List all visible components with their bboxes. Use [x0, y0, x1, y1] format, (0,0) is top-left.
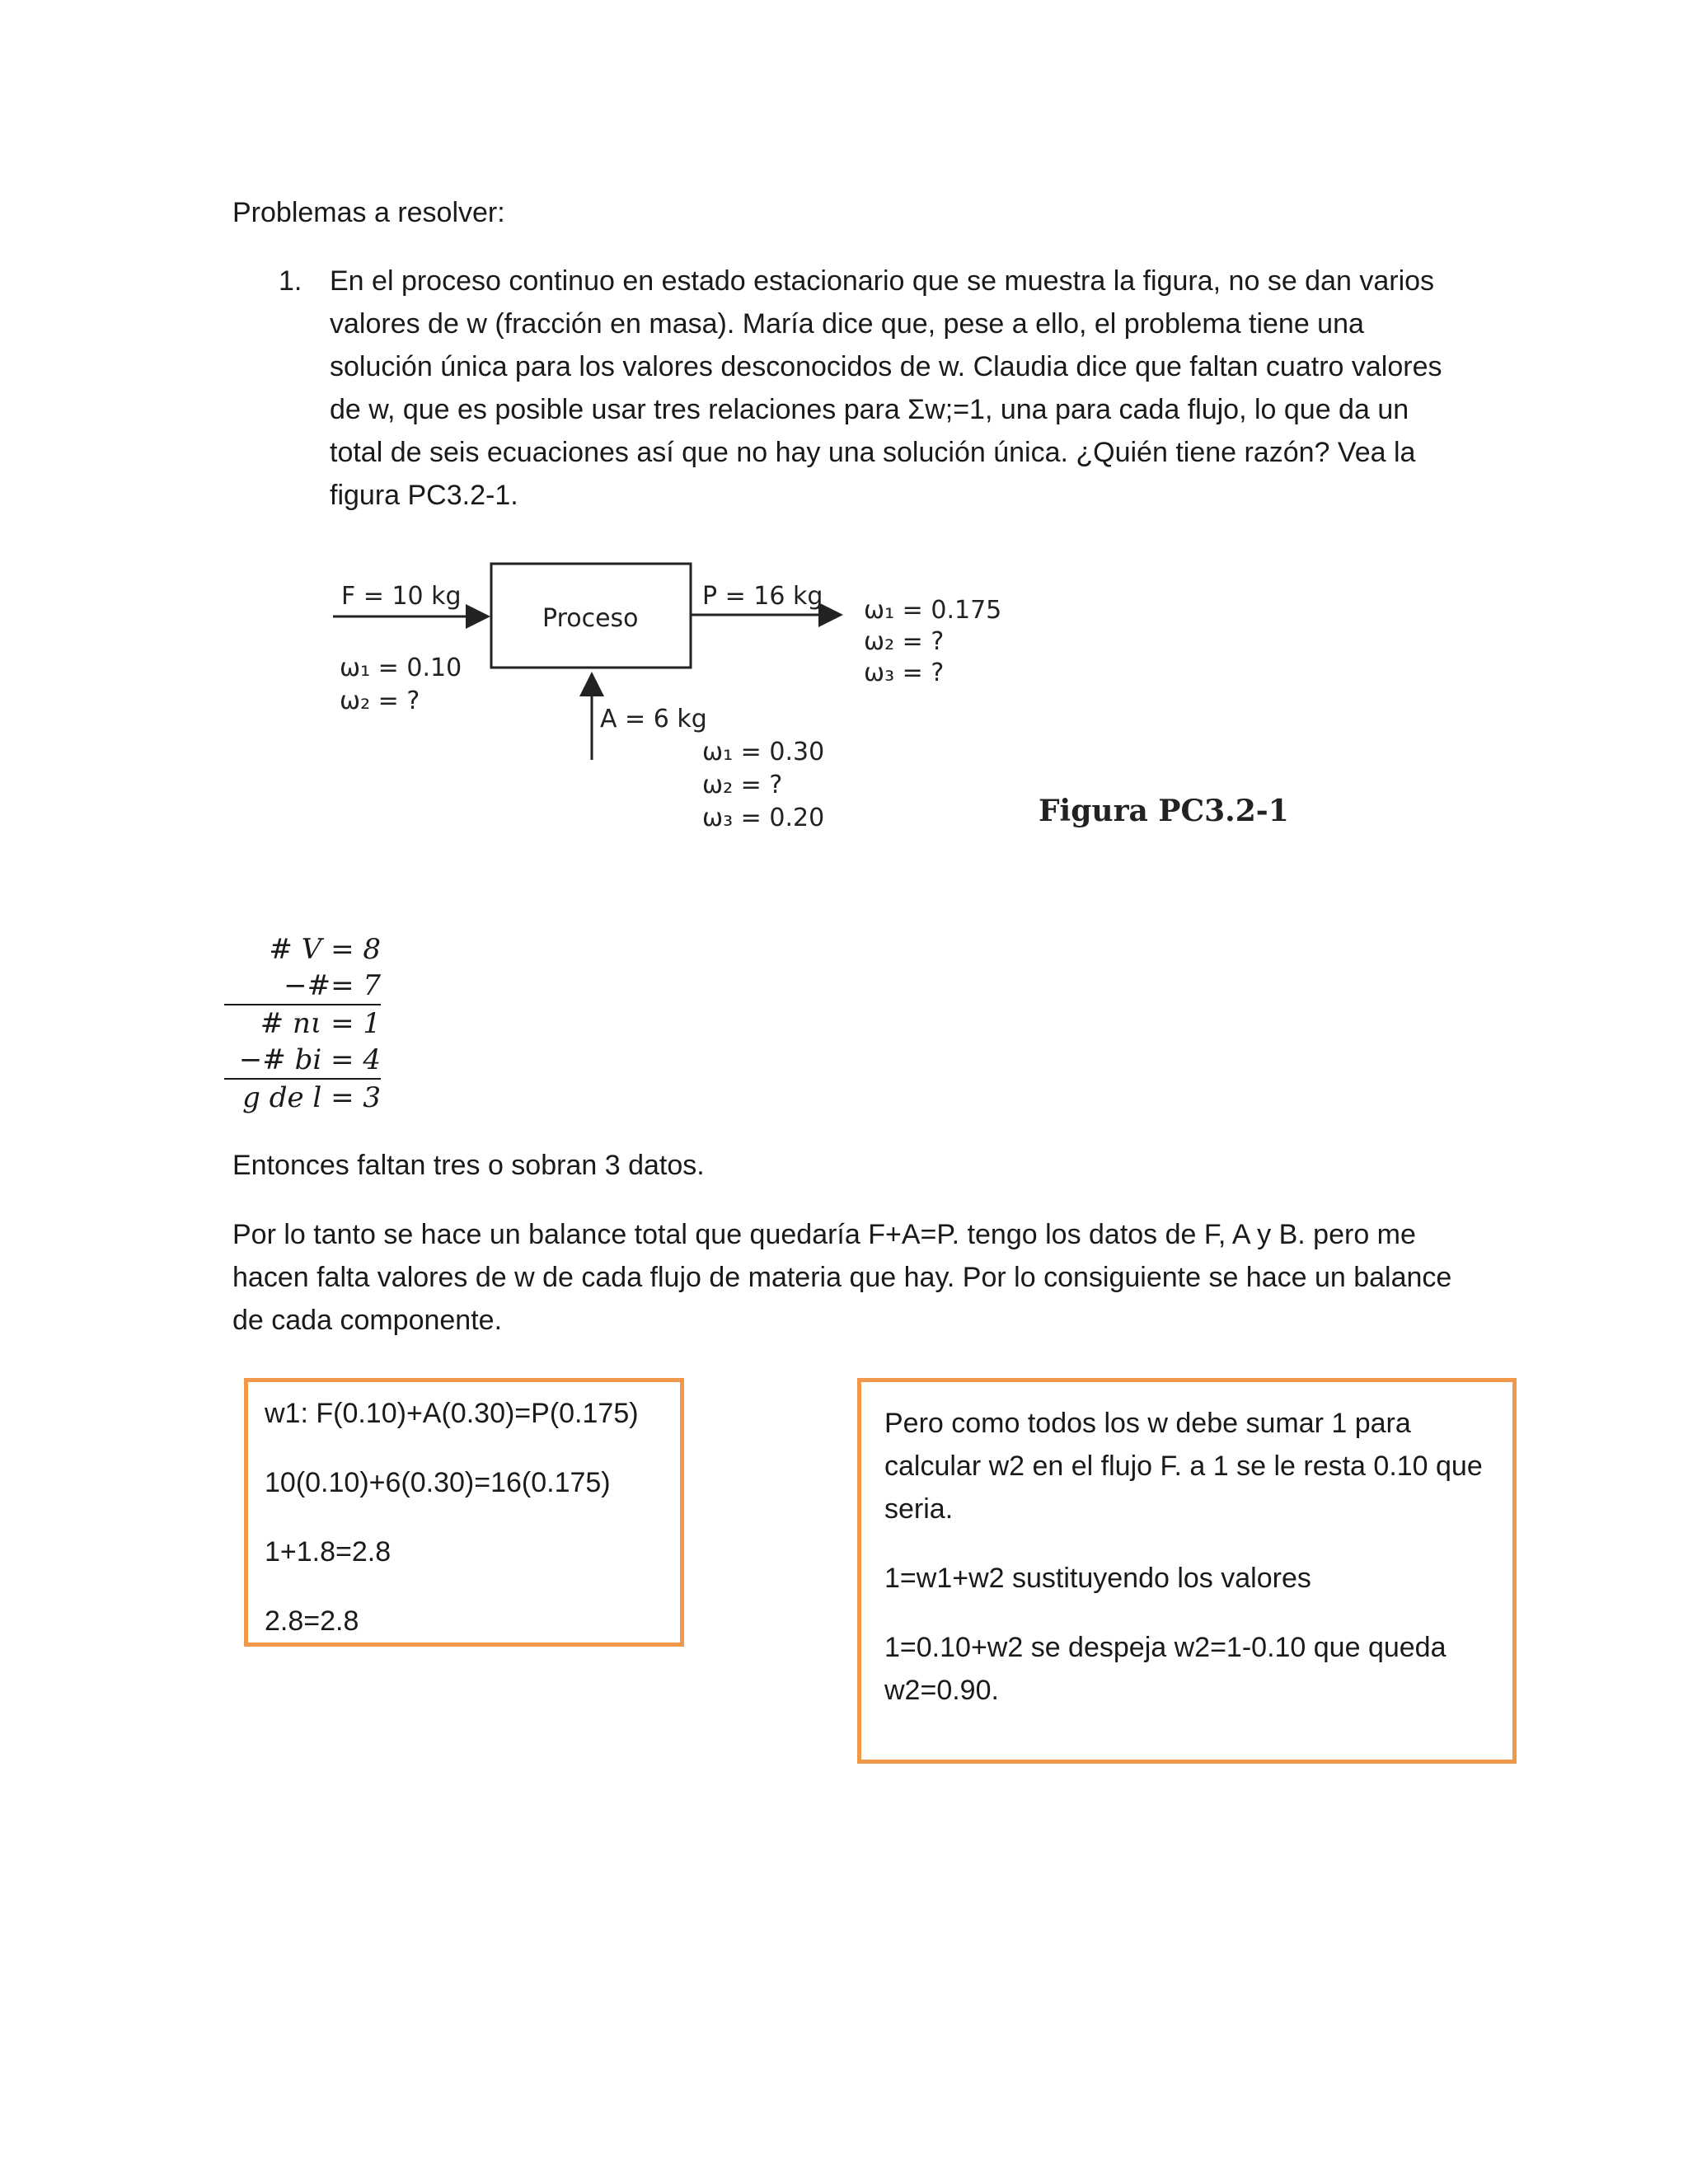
problem-text: [330, 260, 1465, 517]
paragraph-line: hacen falta valores de w de cada flujo de materia que hay. Por lo consiguiente se hace un balance: [232, 1262, 1452, 1293]
balance-line: w1: F(0.10)+A(0.30)=P(0.175): [265, 1398, 639, 1429]
problem-number: 1.: [279, 265, 302, 297]
heading: Problemas a resolver:: [232, 197, 505, 228]
a-w1: ω₁ = 0.30: [702, 738, 825, 766]
product-label: P = 16 kg: [702, 582, 823, 611]
explanation-line: seria.: [884, 1493, 954, 1525]
feed-w1: ω₁ = 0.10: [340, 654, 462, 682]
problem-line: valores de w (fracción en masa). María dice que, pese a ello, el problema tiene una: [330, 308, 1364, 340]
dof-row: −# bi = 4: [224, 1042, 381, 1080]
explanation-line: calcular w2 en el flujo F. a 1 se le resta 0.10 que: [884, 1451, 1483, 1482]
explanation-paragraph: [884, 1402, 1489, 1530]
explanation-line: Pero como todos los w debe sumar 1 para: [884, 1408, 1411, 1439]
dof-row: −#= 7: [224, 968, 381, 1005]
figure-caption: Figura PC3.2-1: [1039, 794, 1289, 828]
feed-w2: ω₂ = ?: [340, 687, 420, 715]
explanation-line: w2=0.90.: [884, 1675, 999, 1706]
balance-line: 10(0.10)+6(0.30)=16(0.175): [265, 1467, 611, 1498]
problem-line: En el proceso continuo en estado estacionario que se muestra la figura, no se dan varios: [330, 265, 1435, 297]
dof-row: # V = 8: [269, 933, 381, 966]
a-label: A = 6 kg: [600, 705, 707, 733]
problem-line: total de seis ecuaciones así que no hay una solución única. ¿Quién tiene razón? Vea la: [330, 437, 1416, 468]
process-figure: [330, 544, 1302, 857]
problem-line: de w, que es posible usar tres relaciones para Σw;=1, una para cada flujo, lo que da un: [330, 394, 1409, 425]
process-label: Proceso: [542, 604, 639, 633]
paragraph-line: Por lo tanto se hace un balance total que quedaría F+A=P. tengo los datos de F, A y B. pero me: [232, 1219, 1416, 1250]
explanation-paragraph: [884, 1626, 1489, 1712]
explanation-paragraph: 1=w1+w2 sustituyendo los valores: [884, 1563, 1311, 1594]
paragraph-line: de cada componente.: [232, 1305, 503, 1336]
explanation-box: [857, 1378, 1517, 1764]
product-w1: ω₁ = 0.175: [864, 596, 1002, 625]
product-w3: ω₃ = ?: [864, 658, 945, 687]
balance-line: 2.8=2.8: [265, 1605, 359, 1637]
degrees-of-freedom: [224, 931, 381, 1116]
balance-box: [244, 1378, 684, 1647]
product-w2: ω₂ = ?: [864, 627, 945, 656]
dof-row: # nι = 1: [260, 1007, 381, 1040]
problem-line: solución única para los valores desconocidos de w. Claudia dice que faltan cuatro valores: [330, 351, 1442, 382]
a-w3: ω₃ = 0.20: [702, 804, 825, 832]
feed-label: F = 10 kg: [341, 582, 462, 611]
explanation-line: 1=0.10+w2 se despeja w2=1-0.10 que queda: [884, 1632, 1447, 1663]
balance-line: 1+1.8=2.8: [265, 1536, 392, 1568]
paragraph-balance: [232, 1213, 1469, 1342]
problem-line: figura PC3.2-1.: [330, 480, 518, 511]
problem-1: [279, 260, 1465, 517]
a-w2: ω₂ = ?: [702, 771, 783, 799]
dof-row: g de l = 3: [242, 1081, 381, 1114]
paragraph-conclusion: Entonces faltan tres o sobran 3 datos.: [232, 1150, 705, 1181]
